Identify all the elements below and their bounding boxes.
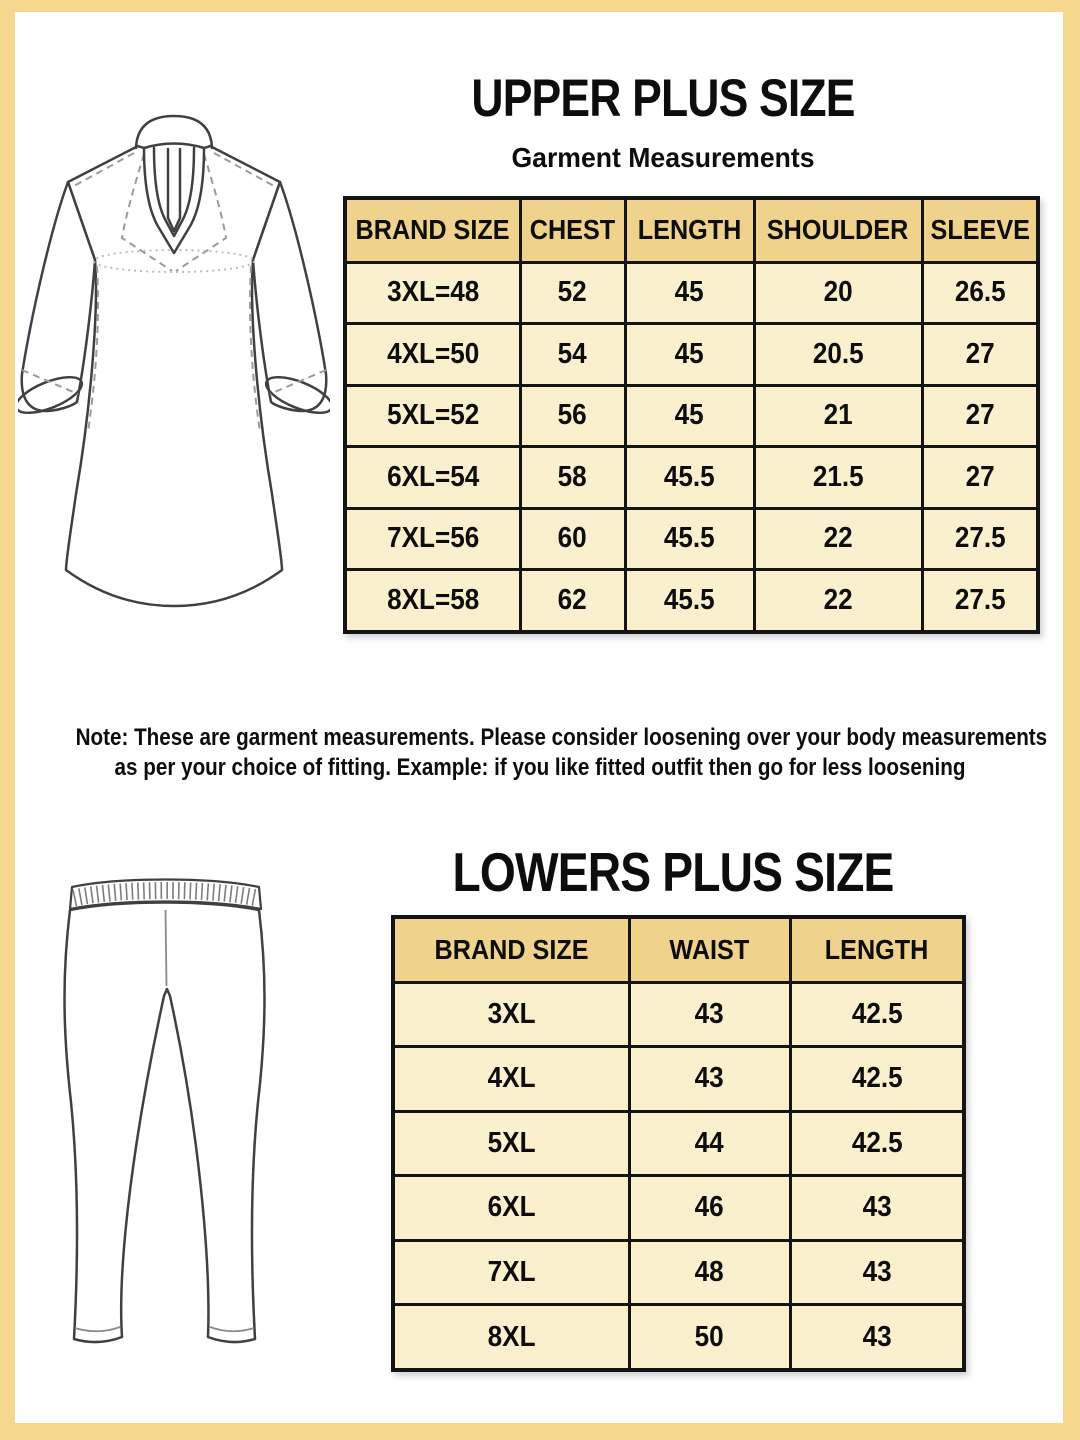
table-cell: [754, 447, 922, 509]
table-row: [345, 262, 1038, 324]
table-cell-label: 45.5: [664, 584, 715, 617]
upper-table-head: [345, 198, 1038, 262]
table-cell-label: 20: [823, 276, 853, 309]
column-header-label: SHOULDER: [767, 214, 909, 246]
table-cell: [520, 570, 625, 632]
table-cell-label: 6XL=54: [386, 460, 479, 493]
table-cell-label: 42.5: [851, 1062, 903, 1095]
table-cell-label: 45: [674, 399, 705, 432]
table-cell-label: 26.5: [954, 276, 1006, 309]
column-header: [393, 917, 629, 982]
table-cell: [922, 262, 1038, 324]
table-cell-label: 6XL: [487, 1191, 536, 1224]
table-cell-label: 27: [965, 460, 995, 493]
table-cell: [790, 1240, 964, 1305]
column-header: [345, 198, 520, 262]
table-cell-label: 45.5: [664, 522, 715, 555]
column-header: [520, 198, 625, 262]
table-cell: [629, 1111, 790, 1176]
table-cell-label: 27: [965, 337, 995, 370]
table-cell-label: 22: [823, 522, 853, 555]
table-cell: [754, 570, 922, 632]
table-cell: [520, 324, 625, 386]
table-cell: [754, 385, 922, 447]
table-cell: [790, 1111, 964, 1176]
table-cell-label: 43: [862, 1191, 892, 1224]
table-row: [345, 508, 1038, 570]
table-row: [345, 385, 1038, 447]
table-cell: [754, 508, 922, 570]
table-cell-label: 46: [694, 1191, 725, 1224]
table-cell: [345, 324, 520, 386]
column-header: [625, 198, 754, 262]
table-cell-label: 21: [823, 399, 853, 432]
table-cell-label: 44: [694, 1126, 725, 1159]
column-header-label: BRAND SIZE: [434, 933, 589, 965]
table-row: [393, 1176, 964, 1241]
column-header: [790, 917, 964, 982]
column-header-label: LENGTH: [637, 214, 742, 246]
table-cell-label: 62: [557, 584, 588, 617]
front-seam: [166, 910, 167, 986]
table-cell: [345, 508, 520, 570]
upper-title: UPPER PLUS SIZE: [471, 69, 855, 128]
table-cell: [629, 1240, 790, 1305]
table-cell: [625, 447, 754, 509]
table-row: [345, 570, 1038, 632]
column-header: [922, 198, 1038, 262]
table-cell: [345, 262, 520, 324]
table-cell-label: 45.5: [664, 460, 715, 493]
table-cell-label: 5XL=52: [386, 399, 479, 432]
table-cell: [393, 982, 629, 1047]
table-cell: [520, 508, 625, 570]
table-cell-label: 48: [694, 1255, 725, 1288]
table-cell-label: 43: [862, 1255, 892, 1288]
table-cell: [520, 385, 625, 447]
table-row: [393, 1047, 964, 1112]
table-cell: [922, 324, 1038, 386]
table-cell-label: 4XL: [487, 1062, 536, 1095]
table-row: [393, 1305, 964, 1370]
table-cell: [625, 262, 754, 324]
table-cell-label: 20.5: [812, 337, 864, 370]
table-cell-label: 60: [557, 522, 588, 555]
table-cell: [345, 570, 520, 632]
table-cell: [345, 385, 520, 447]
table-cell: [625, 570, 754, 632]
table-cell: [754, 324, 922, 386]
table-cell: [629, 1305, 790, 1370]
upper-header: [321, 70, 1005, 174]
table-cell-label: 27.5: [954, 522, 1006, 555]
table-cell-label: 21.5: [812, 460, 864, 493]
table-cell: [629, 982, 790, 1047]
column-header-label: CHEST: [529, 214, 616, 246]
table-cell: [754, 262, 922, 324]
table-cell: [625, 385, 754, 447]
measurement-note: [75, 723, 1048, 783]
table-cell-label: 50: [694, 1320, 725, 1353]
column-header-label: WAIST: [669, 933, 750, 965]
table-cell: [393, 1305, 629, 1370]
table-cell-label: 45: [674, 337, 705, 370]
lowers-title: LOWERS PLUS SIZE: [452, 841, 894, 903]
header-row: [345, 198, 1038, 262]
table-cell: [790, 1176, 964, 1241]
table-cell: [922, 447, 1038, 509]
table-cell-label: 56: [557, 399, 588, 432]
table-cell-label: 27.5: [954, 584, 1006, 617]
table-cell-label: 3XL: [487, 997, 536, 1030]
table-row: [393, 982, 964, 1047]
lowers-table-head: [393, 917, 964, 982]
note-line-2: as per your choice of fitting. Example: if you like fitted outfit then go for less loosening: [114, 754, 966, 781]
note-line-1: Note: These are garment measurements. Please consider loosening over your body measurements: [75, 724, 1048, 751]
table-cell: [790, 1305, 964, 1370]
upper-size-table: [343, 196, 1040, 634]
table-cell-label: 45: [674, 276, 705, 309]
table-cell: [393, 1176, 629, 1241]
table-row: [393, 1111, 964, 1176]
kurta-illustration: [18, 112, 330, 612]
lowers-table-body: [393, 982, 964, 1370]
table-cell: [625, 324, 754, 386]
table-cell-label: 27: [965, 399, 995, 432]
table-cell: [625, 508, 754, 570]
column-header-label: SLEEVE: [930, 214, 1030, 246]
pants-illustration: [58, 872, 273, 1357]
table-row: [345, 447, 1038, 509]
table-cell-label: 42.5: [851, 1126, 903, 1159]
table-cell-label: 43: [694, 997, 725, 1030]
table-cell: [790, 982, 964, 1047]
table-cell-label: 8XL=58: [386, 584, 479, 617]
table-cell: [629, 1176, 790, 1241]
table-row: [393, 1240, 964, 1305]
table-cell-label: 42.5: [851, 997, 903, 1030]
table-cell: [345, 447, 520, 509]
table-cell-label: 8XL: [487, 1320, 536, 1353]
column-header: [629, 917, 790, 982]
table-cell-label: 7XL: [487, 1255, 536, 1288]
table-cell-label: 43: [694, 1062, 725, 1095]
table-cell-label: 22: [823, 584, 853, 617]
table-cell: [393, 1240, 629, 1305]
table-cell: [393, 1047, 629, 1112]
table-row: [345, 324, 1038, 386]
upper-table-body: [345, 262, 1038, 632]
table-cell-label: 43: [862, 1320, 892, 1353]
column-header-label: BRAND SIZE: [355, 214, 510, 246]
table-cell-label: 52: [557, 276, 588, 309]
table-cell-label: 5XL: [487, 1126, 536, 1159]
table-cell: [790, 1047, 964, 1112]
table-cell: [922, 508, 1038, 570]
column-header-label: LENGTH: [824, 933, 929, 965]
header-row: [393, 917, 964, 982]
table-cell-label: 58: [557, 460, 588, 493]
upper-subtitle: Garment Measurements: [511, 142, 815, 173]
table-cell: [393, 1111, 629, 1176]
table-cell-label: 3XL=48: [386, 276, 479, 309]
table-cell: [520, 262, 625, 324]
table-cell: [520, 447, 625, 509]
lowers-header: [331, 843, 1015, 901]
table-cell: [922, 385, 1038, 447]
table-cell-label: 7XL=56: [386, 522, 479, 555]
column-header: [754, 198, 922, 262]
table-cell: [922, 570, 1038, 632]
table-cell-label: 54: [557, 337, 588, 370]
table-cell-label: 4XL=50: [386, 337, 479, 370]
lowers-size-table: [391, 915, 966, 1372]
table-cell: [629, 1047, 790, 1112]
